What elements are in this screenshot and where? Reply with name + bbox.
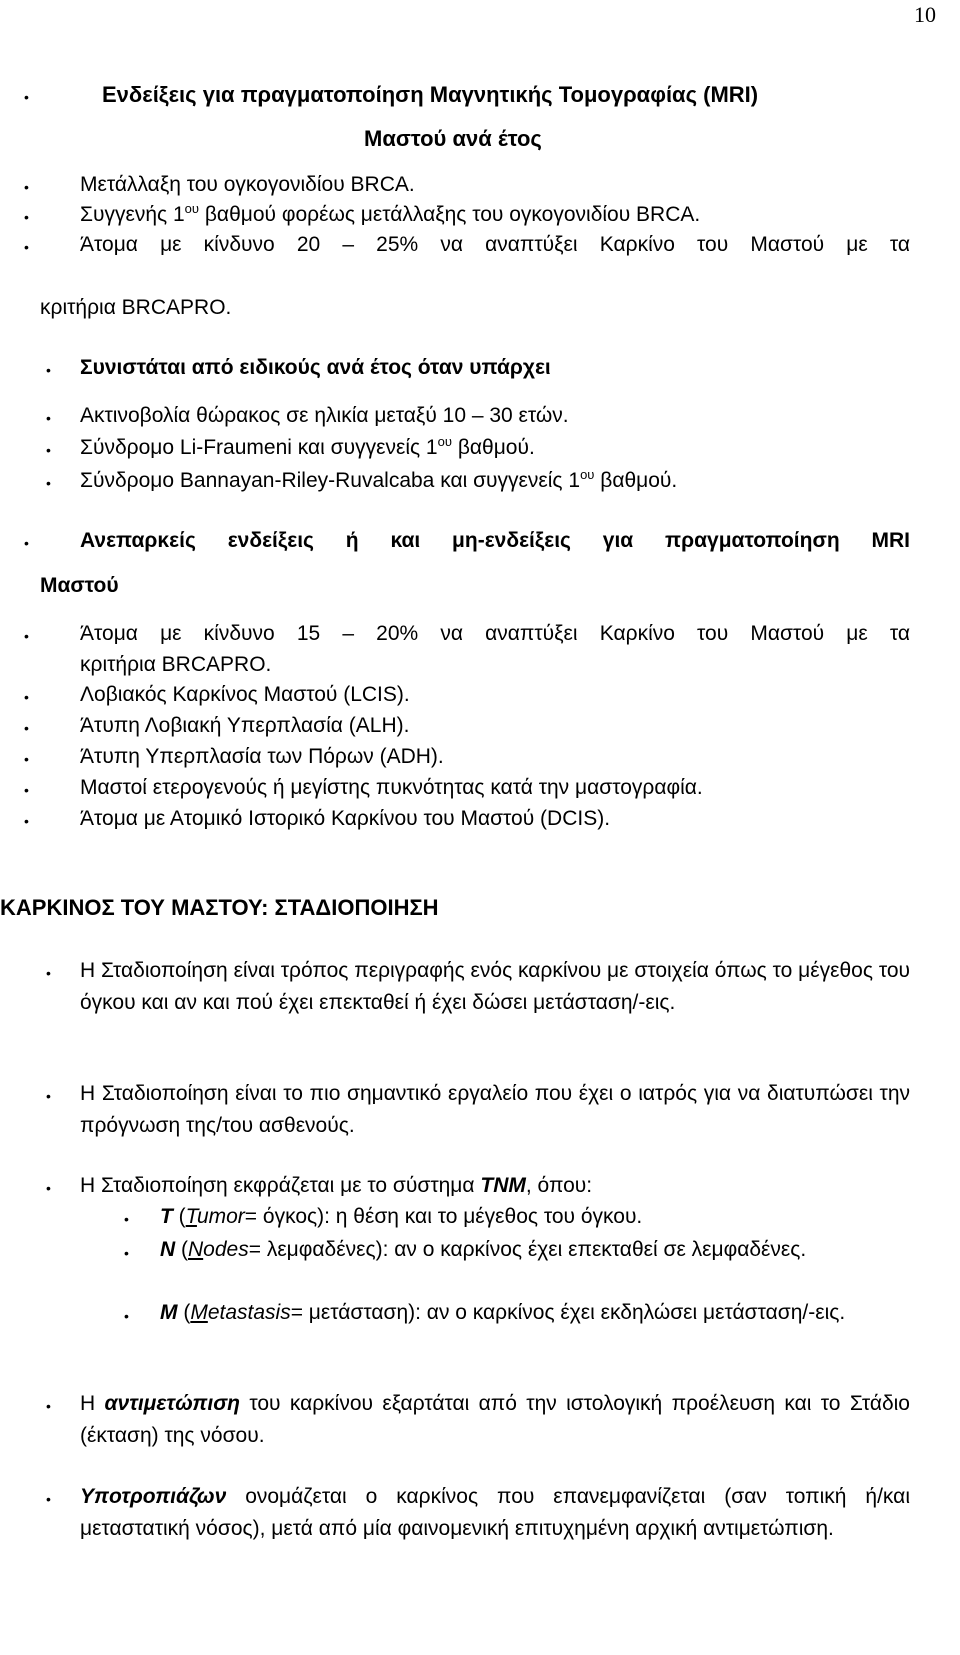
bullet: • [124,1245,129,1261]
staging-paragraph-2: Η Σταδιοποίηση είναι το πιο σημαντικό εργαλείο που έχει ο ιατρός για να διατυπώσει την πρόγνωση της/του ασθενούς. [80,1082,910,1137]
bullet: • [24,782,29,798]
bullet: • [46,410,51,426]
bullet: • [124,1211,129,1227]
list-item: Άτομα με κίνδυνο 20 – 25% να αναπτύξει Καρκίνο του Μαστού με τα [80,233,910,256]
list-item-cont: κριτήρια BRCAPRO. [40,296,232,319]
bullet: • [24,535,29,551]
bullet: • [24,751,29,767]
page-number: 10 [914,2,936,27]
bullet: • [46,1491,51,1507]
list-item: Σύνδρομο Li-Fraumeni και συγγενείς $1^{o\upsilon}$ βαθμού. [80,434,535,459]
list-item: Άτομα με Ατομικό Ιστορικό Καρκίνου του Μαστού (DCIS). [80,807,611,830]
list-item: Σύνδρομο Bannayan-Riley-Ruvalcaba και συγγενείς $1^{o\upsilon}$ βαθμού. [80,467,678,492]
insufficient-title: Ανεπαρκείς ενδείξεις ή και μη-ενδείξεις για πραγματοποίηση MRI [80,529,910,552]
list-item: Λοβιακός Καρκίνος Μαστού (LCIS). [80,683,410,706]
bullet: • [46,1398,51,1414]
bullet: • [46,1088,51,1104]
staging-paragraph-4: Η αντιμετώπιση του καρκίνου εξαρτάται από την ιστολογική προέλευση και το Στάδιο (έκταση) της νόσου. [80,1392,910,1447]
tnm-item-t: T (Tumor= όγκος): η θέση και το μέγεθος του όγκου. [160,1205,643,1228]
bullet: • [46,442,51,458]
mri-title: Ενδείξεις για πραγματοποίηση Μαγνητικής Τομογραφίας (MRI) [102,82,759,107]
mri-subtitle: Μαστού ανά έτος [364,126,542,151]
specialist-title: Συνιστάται από ειδικούς ανά έτος όταν υπάρχει [80,356,551,379]
staging-heading: ΚΑΡΚΙΝΟΣ ΤΟΥ ΜΑΣΤΟΥ: ΣΤΑΔΙΟΠΟΙΗΣΗ [0,895,439,920]
bullet: • [46,475,51,491]
staging-paragraph-5: Υποτροπιάζων ονομάζεται ο καρκίνος που επανεμφανίζεται (σαν τοπική ή/και μεταστατική νόσος), μετά από μία φαινομενική επιτυχημένη αρχική αντιμετώπιση. [80,1485,910,1540]
tnm-item-n: N (Nodes= λεμφαδένες): αν ο καρκίνος έχει επεκταθεί σε λεμφαδένες. [160,1238,807,1261]
bullet: • [24,209,29,225]
bullet: • [24,89,29,105]
list-item: Άτυπη Λοβιακή Υπερπλασία (ALH). [80,714,410,737]
list-item: Άτομα με κίνδυνο 15 – 20% να αναπτύξει Καρκίνο του Μαστού με τα [80,622,910,645]
bullet: • [24,179,29,195]
bullet: • [124,1308,129,1324]
insufficient-title-cont: Μαστού [40,574,119,597]
tnm-item-m: M (Metastasis= μετάσταση): αν ο καρκίνος έχει εκδηλώσει μετάσταση/-εις. [160,1301,846,1324]
bullet: • [24,720,29,736]
list-item: Μετάλλαξη του ογκογονιδίου BRCA. [80,173,415,196]
staging-paragraph-1: Η Σταδιοποίηση είναι τρόπος περιγραφής ενός καρκίνου με στοιχεία όπως το μέγεθος του όγκου και αν και πού έχει επεκταθεί ή έχει δώσει μετάσταση/-εις. [80,959,910,1014]
bullet: • [46,1180,51,1196]
list-item: Συγγενής $1^{o\upsilon}$ βαθμού φορέως μετάλλαξης του ογκογονιδίου BRCA. [80,201,701,226]
bullet: • [24,628,29,644]
list-item: Ακτινοβολία θώρακος σε ηλικία μεταξύ 10 – 30 ετών. [80,404,569,427]
list-item: Μαστοί ετερογενούς ή μεγίστης πυκνότητας κατά την μαστογραφία. [80,776,703,799]
staging-paragraph-3: Η Σταδιοποίηση εκφράζεται με το σύστημα TNM, όπου: [80,1174,593,1197]
bullet: • [24,239,29,255]
list-item-cont: κριτήρια BRCAPRO. [80,653,272,676]
list-item: Άτυπη Υπερπλασία των Πόρων (ADH). [80,745,444,768]
bullet: • [24,689,29,705]
bullet: • [24,813,29,829]
bullet: • [46,965,51,981]
bullet: • [46,362,51,378]
